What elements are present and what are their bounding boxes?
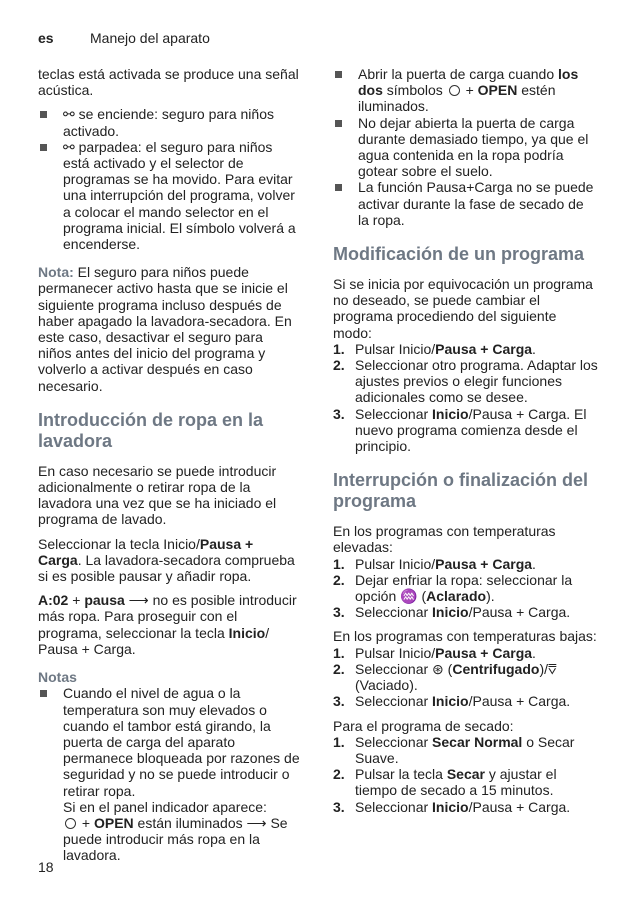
page-header bbox=[38, 30, 210, 46]
bullet-item: ⚯ parpadea: el seguro para niños está activado y el selector de programas se ha movido. Para evitar una interrupción del programa, volver a colocar el mando selector en el programa inicial. El símbolo volverá a encenderse. bbox=[38, 139, 300, 252]
paragraph: Si se inicia por equivocación un programa no deseado, se puede cambiar el programa procediendo del siguiente modo: bbox=[333, 276, 593, 341]
note-paragraph bbox=[38, 264, 300, 394]
paragraph: A:02 + pausa ⟶ no es posible introducir más ropa. Para proseguir con el programa, seleccionar la tecla Inicio/ Pausa + Carga. bbox=[38, 592, 297, 657]
door-symbol-icon bbox=[449, 85, 460, 96]
step-item: 1. Pulsar Inicio/Pausa + Carga. bbox=[333, 340, 536, 357]
step-item: 1. Pulsar Inicio/Pausa + Carga. bbox=[333, 555, 536, 572]
step-item: 3. Seleccionar Inicio/Pausa + Carga. bbox=[333, 693, 571, 710]
step-item: 1. Pulsar Inicio/Pausa + Carga. bbox=[333, 644, 536, 661]
bullet-item: Cuando el nivel de agua o la temperatura son muy elevados o cuando el tambor está girando, la puerta de carga del aparato permanece bloqueada por razones de seguridad y no se puede introducir o retirar ropa. Si en el panel indicador aparece: + OPEN están iluminados ⟶ Se puede introducir más ropa en la lavadora. bbox=[38, 685, 300, 863]
numbered-list bbox=[333, 556, 598, 621]
left-column bbox=[38, 66, 300, 864]
heading-introduccion: Introducción de ropa en la lavadora bbox=[38, 409, 264, 451]
numbered-list bbox=[333, 645, 598, 710]
bullet-item: Abrir la puerta de carga cuando los dos símbolos + OPEN estén iluminados. bbox=[333, 66, 598, 115]
paragraph: En los programas con temperaturas bajas: bbox=[333, 628, 597, 645]
notes-heading: Notas bbox=[38, 669, 77, 686]
heading-modificacion: Modificación de un programa bbox=[333, 244, 585, 265]
door-symbol-icon bbox=[65, 818, 76, 829]
step-item: 2. Pulsar la tecla Secar y ajustar el tiempo de secado a 15 minutos. bbox=[333, 766, 557, 799]
step-item: 1. Seleccionar Secar Normal o Secar Suave. bbox=[333, 733, 575, 766]
step-item: 2. Seleccionar otro programa. Adaptar los ajustes previos o elegir funciones adicionales como se desee. bbox=[333, 357, 598, 406]
bullet-item: ⚯ se enciende: seguro para niños activado. bbox=[38, 106, 300, 138]
language-code: es bbox=[38, 30, 54, 46]
numbered-list bbox=[333, 341, 598, 454]
step-item: 3. Seleccionar Inicio/Pausa + Carga. El nuevo programa comienza desde el principio. bbox=[333, 405, 587, 455]
bullet-item: No dejar abierta la puerta de carga durante demasiado tiempo, ya que el agua contenida en la ropa podría gotear sobre el suelo. bbox=[333, 115, 598, 180]
step-item: 2. Seleccionar ⊛ (Centrifugado)/⩢ (Vaciado). bbox=[333, 660, 557, 694]
right-column bbox=[333, 66, 598, 815]
paragraph: Seleccionar la tecla Inicio/Pausa + Carga. La lavadora-secadora comprueba si es posible pausar y añadir ropa. bbox=[38, 535, 295, 585]
numbered-list bbox=[333, 734, 598, 815]
section-title: Manejo del aparato bbox=[90, 30, 210, 46]
step-item: 3. Seleccionar Inicio/Pausa + Carga. bbox=[333, 604, 571, 621]
heading-interrupcion: Interrupción o finalización del programa bbox=[333, 470, 589, 512]
note-label: Nota: bbox=[38, 264, 74, 281]
step-item: 3. Seleccionar Inicio/Pausa + Carga. bbox=[333, 798, 571, 815]
paragraph: En los programas con temperaturas elevadas: bbox=[333, 523, 556, 556]
paragraph: En caso necesario se puede introducir adicionalmente o retirar ropa de la lavadora una vez que se ha iniciado el programa de lavado. bbox=[38, 462, 277, 528]
bullet-item: La función Pausa+Carga no se puede activar durante la fase de secado de la ropa. bbox=[333, 179, 598, 228]
step-item: 2. Dejar enfriar la ropa: seleccionar la opción ♒ (Aclarado). bbox=[333, 571, 573, 605]
note-text: El seguro para niños puede permanecer activo hasta que se inicie el siguiente programa incluso después de haber apagado la lavadora-secadora. En este caso, desactivar el seguro para niños antes del inicio del programa y volverlo a activar después en caso necesario. bbox=[38, 264, 292, 394]
paragraph: Para el programa de secado: bbox=[333, 717, 514, 734]
intro-paragraph: teclas está activada se produce una señal acústica. bbox=[38, 66, 299, 99]
page-number: 18 bbox=[38, 859, 54, 875]
